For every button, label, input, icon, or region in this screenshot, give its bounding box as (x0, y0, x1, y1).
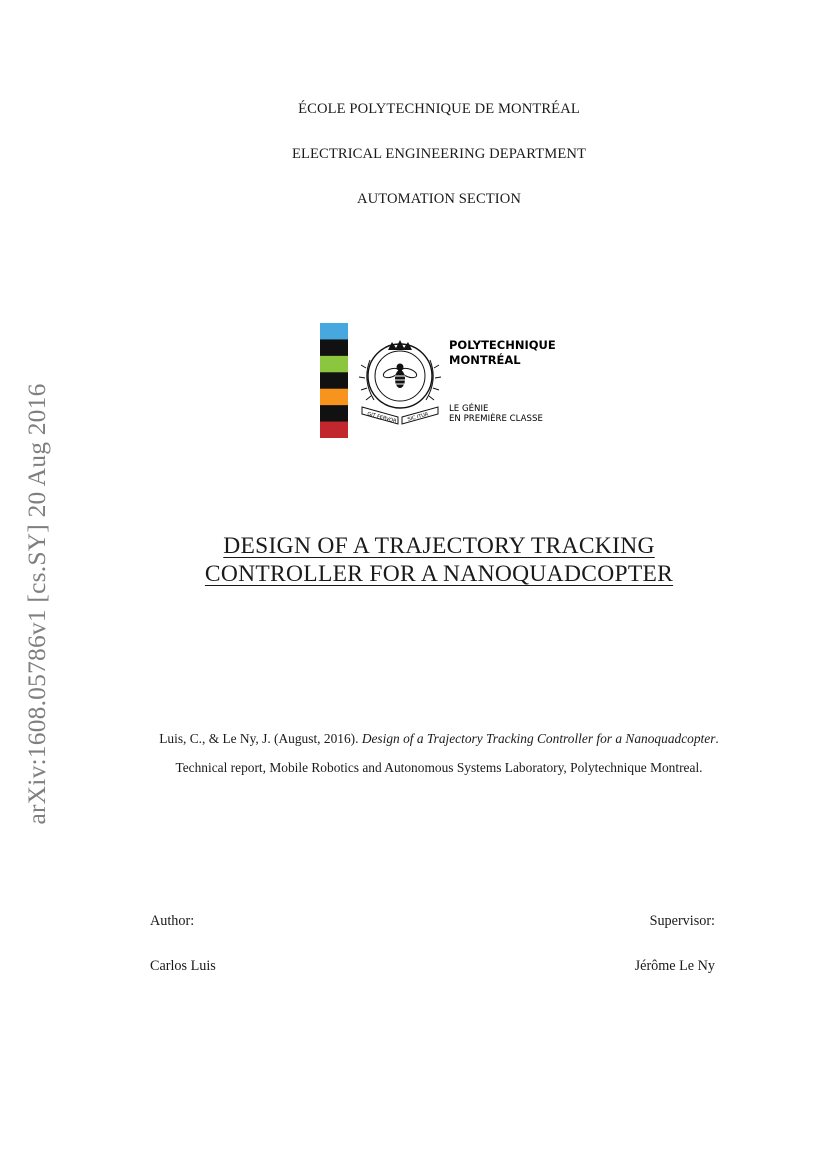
citation-title: Design of a Trajectory Tracking Controller for a Nanoquadcopter (361, 731, 716, 746)
logo-color-bar (320, 323, 348, 340)
supervisor-label: Supervisor: (649, 913, 715, 929)
logo-color-bar (320, 339, 348, 356)
ribbon-left-text: GIT FERVOR (366, 411, 397, 425)
logo-color-bars (320, 323, 348, 438)
logo-tagline-line1: LE GÉNIE (449, 404, 489, 414)
logo-name-line1: POLYTECHNIQUE (449, 338, 556, 352)
bee-icon (382, 364, 418, 389)
logo-color-bar (320, 356, 348, 373)
citation (150, 724, 728, 782)
logo-tagline-line2: EN PREMIÈRE CLASSE (449, 414, 543, 424)
author-label: Author: (150, 913, 195, 929)
logo-color-bar (320, 422, 348, 438)
crest-emblem (359, 340, 441, 408)
logo-color-bar (320, 389, 348, 406)
logo-name-line2: MONTRÉAL (449, 353, 521, 367)
ribbon-right-text: SIC ITUR (406, 411, 430, 423)
citation-details: . Technical report, Mobile Robotics and Autonomous Systems Laboratory, Polytechnique Montreal. (175, 731, 719, 775)
author-name: Carlos Luis (150, 958, 216, 974)
citation-authors: Luis, C., & Le Ny, J. (August, 2016). (159, 731, 362, 746)
section-name: AUTOMATION SECTION (356, 191, 522, 207)
title-line-2: CONTROLLER FOR A NANOQUADCOPTER (204, 561, 674, 587)
school-name: ÉCOLE POLYTECHNIQUE DE MONTRÉAL (298, 101, 580, 117)
polytechnique-logo (320, 323, 560, 438)
report-title (0, 532, 828, 588)
department-name: ELECTRICAL ENGINEERING DEPARTMENT (291, 146, 586, 162)
arxiv-identifier: arXiv:1608.05786v1 [cs.SY] 20 Aug 2016 (22, 383, 51, 825)
logo-color-bar (320, 372, 348, 389)
title-line-1: DESIGN OF A TRAJECTORY TRACKING (223, 533, 655, 559)
supervisor-name: Jérôme Le Ny (634, 958, 715, 974)
motto-ribbon (362, 407, 438, 425)
logo-color-bar (320, 405, 348, 422)
